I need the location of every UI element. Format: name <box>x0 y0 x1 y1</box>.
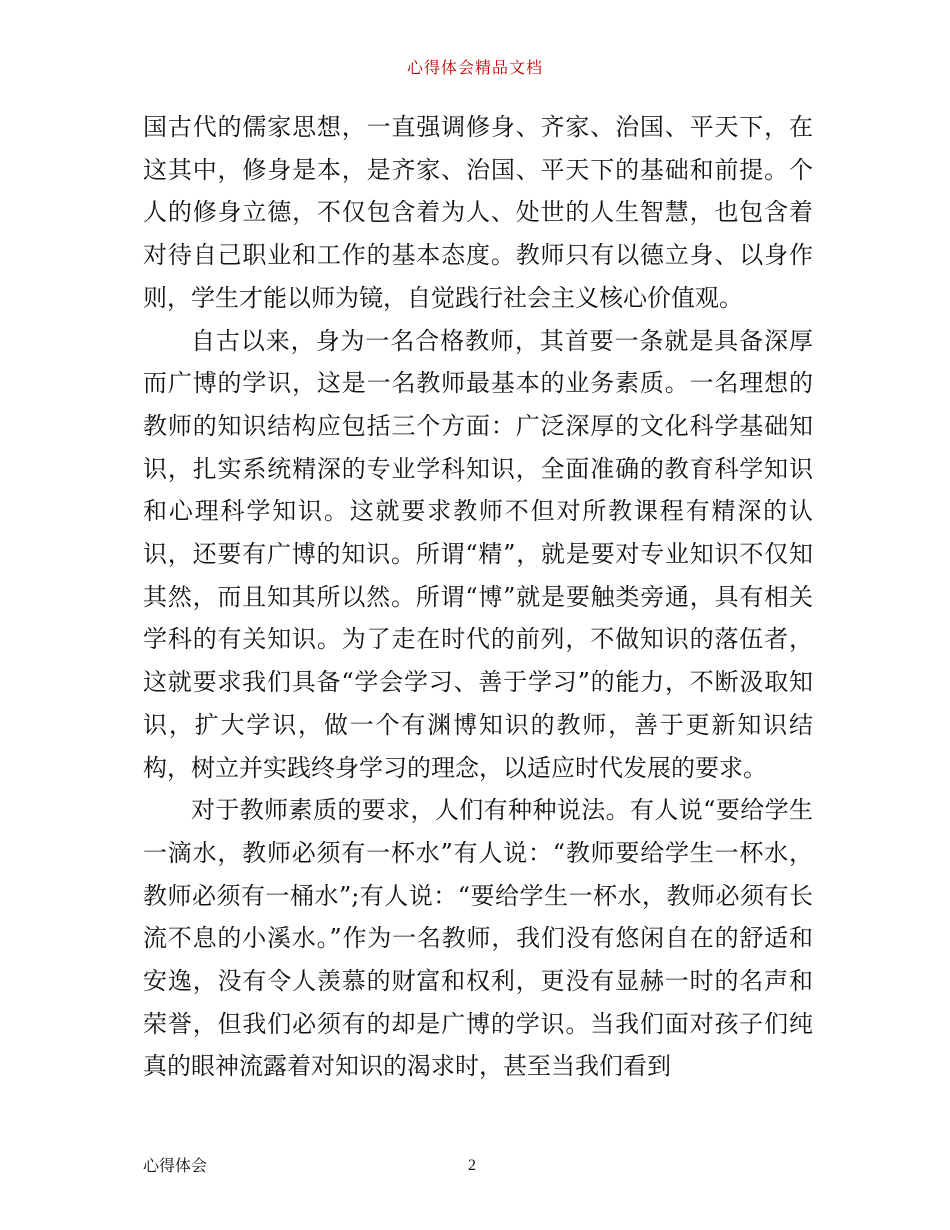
paragraph-2: 自古以来，身为一名合格教师，其首要一条就是具备深厚而广博的学识，这是一名教师最基本的业务素质。一名理想的教师的知识结构应包括三个方面：广泛深厚的文化科学基础知识，扎实系统精深的专业学科知识，全面准确的教育科学知识和心理科学知识。这就要求教师不但对所教课程有精深的认识，还要有广博的知识。所谓“精”，就是要对专业知识不仅知其然，而且知其所以然。所谓“博”就是要触类旁通，具有相关学科的有关知识。为了走在时代的前列，不做知识的落伍者，这就要求我们具备“学会学习、善于学习”的能力，不断汲取知识，扩大学识，做一个有渊博知识的教师，善于更新知识结构，树立并实践终身学习的理念，以适应时代发展的要求。 <box>143 326 813 782</box>
page-footer <box>143 1155 813 1177</box>
paragraph-1: 国古代的儒家思想，一直强调修身、齐家、治国、平天下，在这其中，修身是本，是齐家、治国、平天下的基础和前提。个人的修身立德，不仅包含着为人、处世的人生智慧，也包含着对待自己职业和工作的基本态度。教师只有以德立身、以身作则，学生才能以师为镜，自觉践行社会主义核心价值观。 <box>143 113 813 312</box>
paragraph-3: 对于教师素质的要求，人们有种种说法。有人说“要给学生一滴水，教师必须有一杯水”有人说：“教师要给学生一杯水，教师必须有一桶水”;有人说：“要给学生一杯水，教师必须有长流不息的小溪水。”作为一名教师，我们没有悠闲自在的舒适和安逸，没有令人羡慕的财富和权利，更没有显赫一时的名声和荣誉，但我们必须有的却是广博的学识。当我们面对孩子们纯真的眼神流露着对知识的渴求时，甚至当我们看到 <box>143 796 813 1081</box>
page-number: 2 <box>468 1157 476 1174</box>
document-body <box>143 106 813 1088</box>
page-header-title: 心得体会精品文档 <box>406 58 543 77</box>
footer-label: 心得体会 <box>143 1156 208 1175</box>
